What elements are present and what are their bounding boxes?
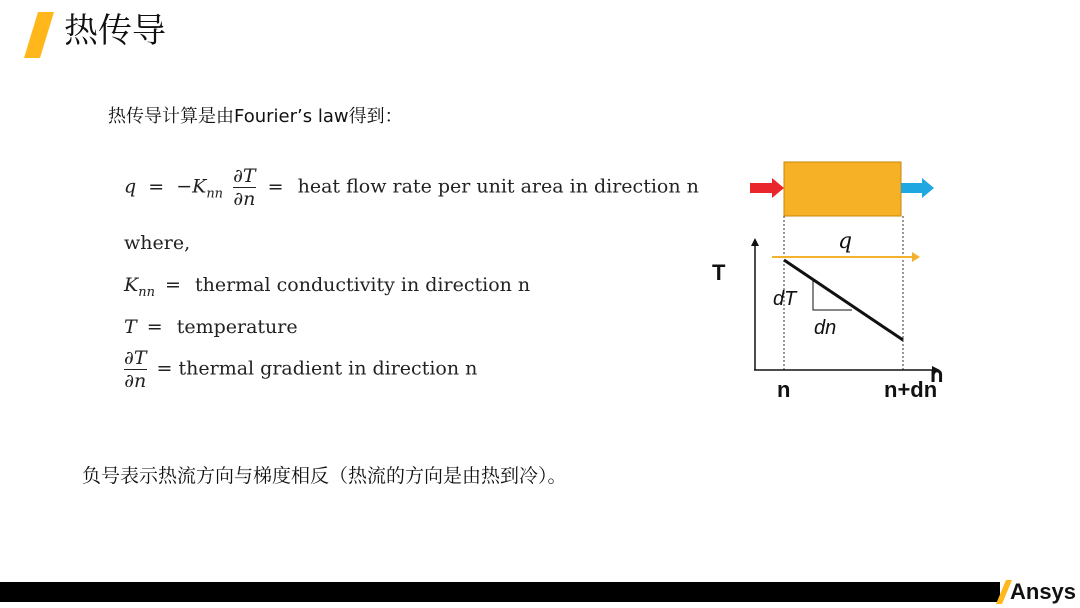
minus-k-symbol: −K <box>176 175 207 198</box>
fraction-denominator: ∂n <box>124 370 147 392</box>
n-tick-label: n <box>777 377 791 402</box>
q-label: q <box>838 229 853 254</box>
sign-explanation-note: 负号表示热流方向与梯度相反（热流的方向是由热到冷）。 <box>82 465 567 487</box>
ndn-tick-label: n+dn <box>884 377 938 402</box>
formula-block <box>124 158 699 408</box>
gradient-definition <box>124 348 477 391</box>
fraction-denominator: ∂n <box>233 188 256 210</box>
t-axis-label: T <box>712 260 726 285</box>
fraction-numerator: ∂T <box>233 165 256 187</box>
heat-in-arrow <box>750 178 784 198</box>
q-symbol: q <box>124 175 137 198</box>
intro-text: 热传导计算是由Fourier’s law得到： <box>108 106 403 127</box>
q-description: heat flow rate per unit area in direction n <box>297 175 699 198</box>
k-symbol: K <box>124 274 139 296</box>
material-block <box>784 162 901 216</box>
n-axis-label: n <box>930 362 944 387</box>
dt-label: dT <box>773 288 797 310</box>
ansys-logo <box>996 578 1076 606</box>
k-definition <box>124 274 530 300</box>
t-description: temperature <box>176 316 298 338</box>
k-subscript: nn <box>206 186 224 202</box>
gradient-fraction <box>124 348 147 391</box>
temperature-profile-line <box>784 260 903 340</box>
t-symbol: T <box>124 316 137 338</box>
heat-out-arrow <box>901 178 934 198</box>
dn-label: dn <box>814 317 837 339</box>
fourier-law-equation <box>124 166 699 209</box>
equals-sign: = <box>165 274 181 296</box>
heat-conduction-diagram <box>700 150 960 410</box>
k-description: thermal conductivity in direction n <box>194 274 531 296</box>
ansys-logo-text: Ansys <box>1010 579 1077 604</box>
title-accent-bar <box>24 12 54 58</box>
fraction-numerator: ∂T <box>124 347 147 369</box>
page-title: 热传导 <box>64 11 166 51</box>
t-axis-arrowhead <box>751 238 759 246</box>
equals-sign: = <box>146 316 163 338</box>
equals-sign: = <box>148 175 165 198</box>
t-definition <box>124 316 298 338</box>
heat-flux-arrowhead <box>912 252 920 262</box>
where-label: where, <box>124 232 191 254</box>
equals-sign: = <box>267 175 284 198</box>
footer-bar <box>0 582 1000 602</box>
gradient-fraction <box>233 166 256 209</box>
k-subscript: nn <box>138 284 155 300</box>
gradient-description: = thermal gradient in direction n <box>156 357 478 380</box>
